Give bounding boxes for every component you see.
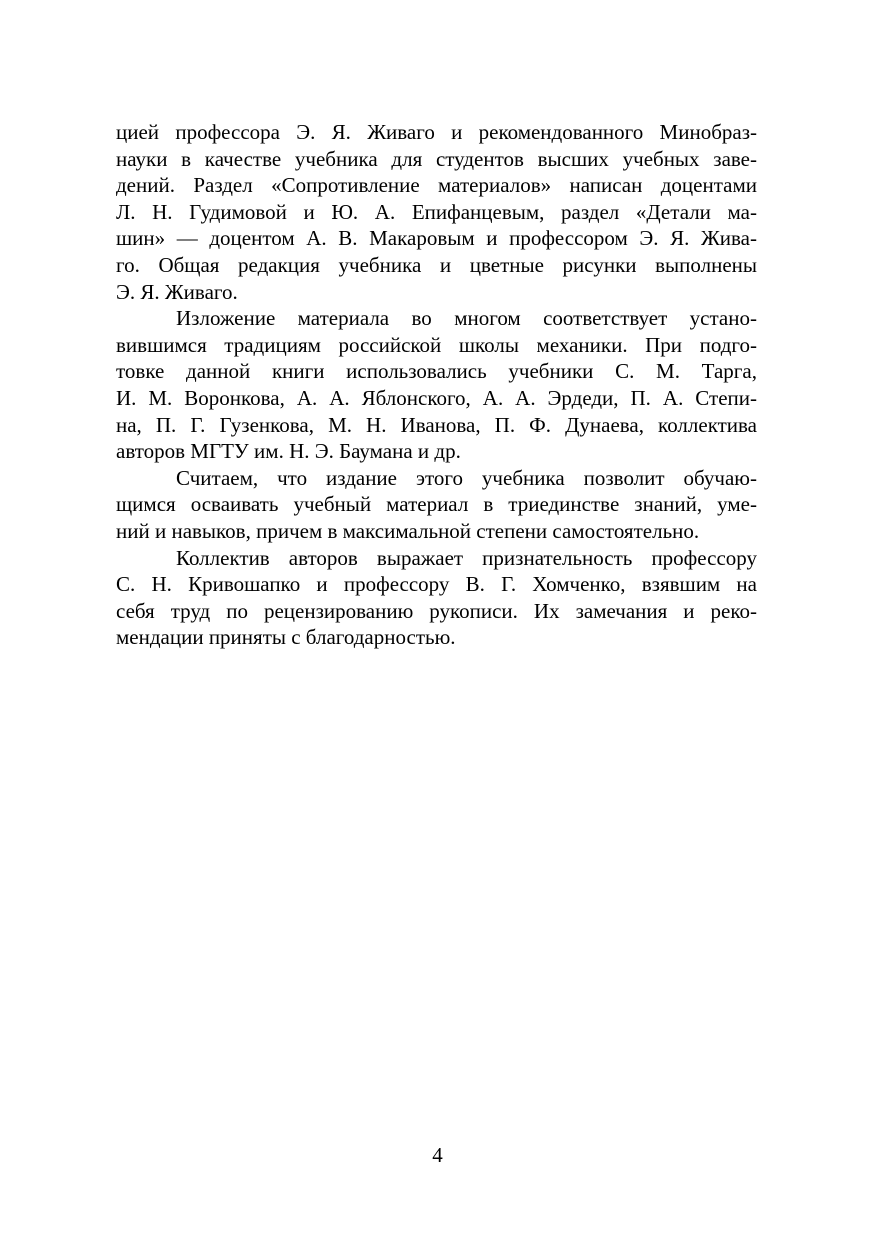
- text-line: Л. Н. Гудимовой и Ю. А. Епифанцевым, раздел «Детали ма-: [116, 199, 757, 224]
- paragraph-3: [116, 465, 757, 545]
- text-line: С. Н. Кривошапко и профессору В. Г. Хомченко, взявшим на: [116, 572, 757, 597]
- text-line: дений. Раздел «Сопротивление материалов» написан доцентами: [116, 173, 757, 198]
- text-line: ний и навыков, причем в максимальной степени самостоятельно.: [116, 518, 700, 543]
- text-line: го. Общая редакция учебника и цветные рисунки выполнены: [116, 252, 757, 277]
- text-line: Изложение материала во многом соответствует устано-: [176, 306, 757, 331]
- text-line: вившимся традициям российской школы механики. При подго-: [116, 332, 757, 357]
- text-line: авторов МГТУ им. Н. Э. Баумана и др.: [116, 439, 461, 464]
- text-line: себя труд по рецензированию рукописи. Их замечания и реко-: [116, 598, 757, 623]
- text-line: цией профессора Э. Я. Живаго и рекомендованного Минобраз-: [116, 120, 757, 144]
- page-number: 4: [432, 1143, 443, 1167]
- paragraph-2: [116, 305, 757, 465]
- text-line: щимся осваивать учебный материал в триединстве знаний, уме-: [116, 492, 757, 517]
- text-line: товке данной книги использовались учебники С. М. Тарга,: [116, 359, 757, 384]
- text-line: Коллектив авторов выражает признательность профессору: [176, 545, 757, 570]
- text-line: на, П. Г. Гузенкова, М. Н. Иванова, П. Ф. Дунаева, коллектива: [116, 412, 757, 437]
- paragraph-1: [116, 119, 757, 305]
- text-line: шин» — доцентом А. В. Макаровым и профессором Э. Я. Жива-: [116, 226, 757, 251]
- body-text: [116, 119, 757, 651]
- text-line: мендации приняты с благодарностью.: [116, 625, 456, 650]
- text-line: Э. Я. Живаго.: [116, 279, 238, 304]
- text-line: И. М. Воронкова, А. А. Яблонского, А. А. Эрдеди, П. А. Степи-: [116, 385, 757, 410]
- text-line: Считаем, что издание этого учебника позволит обучаю-: [176, 465, 757, 490]
- paragraph-4: [116, 545, 757, 651]
- text-line: науки в качестве учебника для студентов высших учебных заве-: [116, 146, 757, 171]
